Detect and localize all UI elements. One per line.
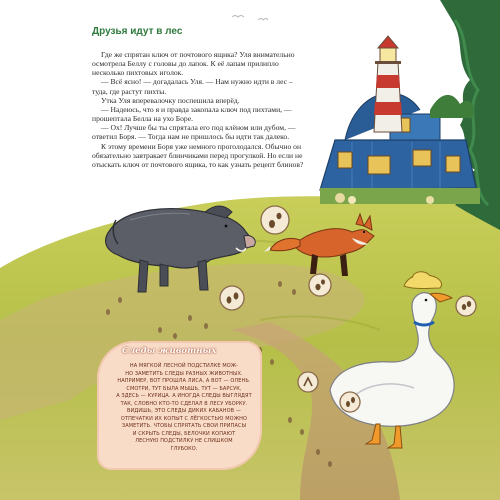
story-paragraph: — Надеюсь, что я и правда закопала ключ под пихтами, — прошептала Белла на ухо Боре. — [92, 104, 292, 124]
info-line: СМОТРИ, ТУТ БЫЛА МЫШЬ, ТУТ — БАРСУК, — [126, 385, 242, 392]
info-line: ТАК, СЛОВНО КТО-ТО СДЕЛАЛ В ЛЕСУ УБОРКУ. — [120, 400, 248, 407]
info-line: НАПРИМЕР, ВОТ ПРОШЛА ЛИСА, А ВОТ — ОЛЕНЬ. — [117, 378, 251, 384]
info-line: ЗАМЕТИТЬ. ЧТОБЫ СПРЯТАТЬ СВОИ ПРИПАСЫ — [121, 423, 247, 429]
info-box-title: Следы животных — [122, 346, 217, 356]
lighthouse-illustration — [374, 36, 402, 132]
info-line: А ЗДЕСЬ — КУРИЦА. А ИНОГДА СЛЕДЫ ВЫГЛЯДЯТ — [116, 393, 252, 399]
story-paragraph: Утка Уля вперевалочку поспешила вперёд. — [101, 95, 240, 105]
story-text — [92, 50, 307, 169]
info-line: ВИДИШЬ, ЭТО СЛЕДЫ ДИКИХ КАБАНОВ — — [127, 408, 241, 414]
info-line: ГЛУБОКО. — [170, 445, 198, 452]
info-line: И СКРЫТЬ СЛЕДЫ, БЕЛОЧКИ КОПАЮТ — [132, 430, 236, 437]
info-line: НА МЯГКОЙ ЛЕСНОЙ ПОДСТИЛКЕ МОЖ- — [129, 363, 239, 369]
info-line: ОТПЕЧАТКИ ИХ КОПЫТ С ЛЁГКОСТЬЮ МОЖНО — [120, 415, 248, 422]
sky-birds — [232, 16, 268, 21]
info-line: ЛЕСНУЮ ПОДСТИЛКУ НЕ СЛИШКОМ — [135, 438, 233, 444]
info-line: НО ЗАМЕТИТЬ СЛЕДЫ РАЗНЫХ ЖИВОТНЫХ. — [125, 370, 243, 377]
story-paragraph: К этому времени Боря уже немного проголодался. Обычно он обязательно завтракает блинчиками перед прогулкой. Но если не отыскать ключ от почтового ящика, то как узнать рецепт блинов? — [92, 141, 304, 169]
story-paragraph: — Всё ясно! — догадалась Уля. — Нам нужно идти в лес – туда, где растут пихты. — [92, 77, 293, 96]
story-paragraph: Где же спрятан ключ от почтового ящика? Уля внимательно осмотрела Беллу с головы до лапок. К её лапам прилипло несколько пихтовых иголок. — [92, 50, 295, 78]
section-title: Друзья идут в лес — [92, 26, 183, 37]
info-box-text — [108, 363, 260, 453]
story-paragraph: — Ох! Лучше бы ты спрятала его под клёном или дубом, — ответил Боря. — Тогда нам не пришлось бы идти так далеко. — [92, 123, 296, 142]
